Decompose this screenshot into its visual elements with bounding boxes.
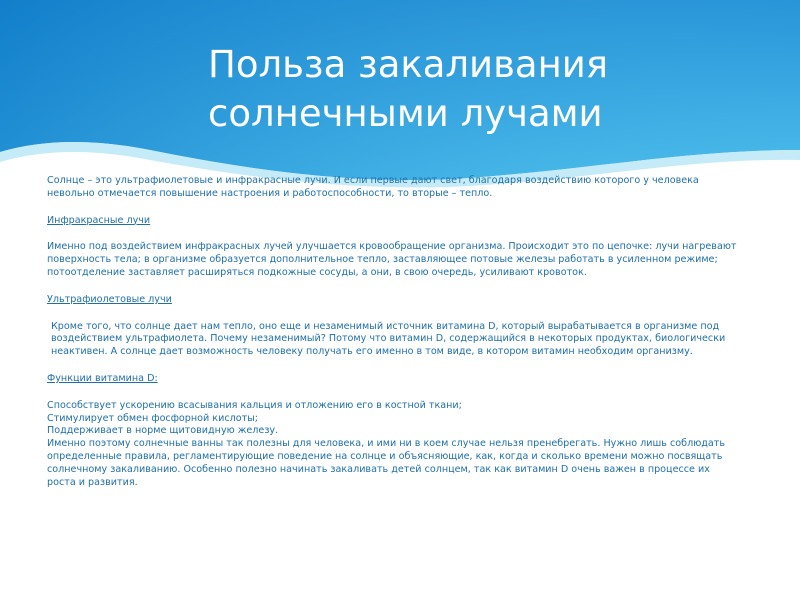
slide-title <box>208 40 768 138</box>
function-item: Способствует ускорению всасывания кальция и отложению его в костной ткани; <box>47 399 462 411</box>
infrared-paragraph: Именно под воздействием инфракрасных лучей улучшается кровообращение организма. Происходит это по цепочке: лучи нагревают поверхность тела; в организме образуется дополнительное тепло, заставляющее потовые железы работать в усиленном режиме; потоотделение заставляет расширяться подкожные сосуды, а они, в свою очередь, усиливают кровоток. <box>47 241 737 278</box>
heading-ultraviolet: Ультрафиолетовые лучи <box>47 293 172 305</box>
heading-vitamin-functions: Функции витамина D: <box>47 372 158 384</box>
title-line-2: солнечными лучами <box>208 92 603 135</box>
ultraviolet-paragraph: Кроме того, что солнце дает нам тепло, оно еще и незаменимый источник витамина D, который вырабатывается в организме под воздействием ультрафиолета. Почему незаменимый? Потому что витамин D, содержащийся в некоторых продуктах, биологически неактивен. А солнце дает возможность человеку получать его именно в том виде, в котором витамин необходим организму. <box>51 320 726 358</box>
function-item: Поддерживает в норме щитовидную железу. <box>47 425 279 437</box>
title-line-1: Польза закаливания <box>208 43 609 86</box>
slide-body <box>47 175 737 489</box>
heading-infrared: Инфракрасные лучи <box>47 214 151 226</box>
conclusion-paragraph: Именно поэтому солнечные ванны так полезны для человека, и ими ни в коем случае нельзя пренебрегать. Нужно лишь соблюдать определенные правила, регламентирующие поведение на солнце и объясняющие, как, когда и сколько времени можно посвящать солнечному закаливанию. Особенно полезно начинать закаливать детей солнцем, так как витамин D очень важен в процессе их роста и развития. <box>47 438 726 488</box>
intro-paragraph: Солнце – это ультрафиолетовые и инфракрасные лучи. И если первые дают свет, благодаря воздействию которого у человека невольно отмечается повышение настроения и работоспособности, то вторые – тепло. <box>47 175 699 199</box>
function-item: Стимулирует обмен фосфорной кислоты; <box>47 412 258 424</box>
